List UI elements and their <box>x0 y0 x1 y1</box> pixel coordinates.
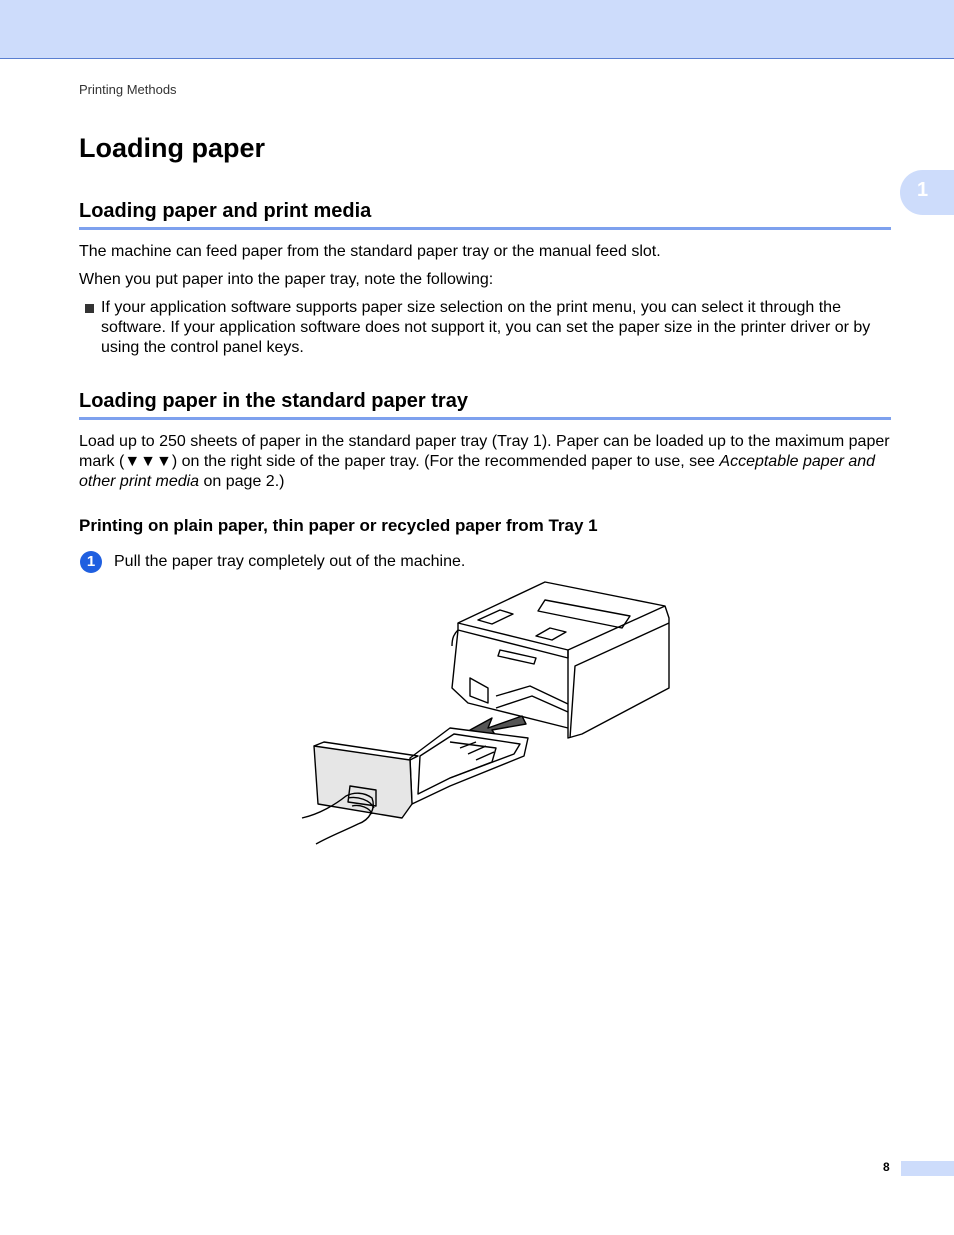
page-title: Loading paper <box>79 133 266 163</box>
section-heading-print-media: Loading paper and print media <box>79 200 891 230</box>
paragraph-tray-capacity <box>79 432 891 492</box>
bullet-text: If your application software supports paper size selection on the print menu, you can select it through the software. If your application software does not support it, you can set the paper size in the printer driver or by using the control panel keys. <box>101 299 871 356</box>
subsection-heading: Printing on plain paper, thin paper or recycled paper from Tray 1 <box>79 516 598 535</box>
paragraph-text: Load up to 250 sheets of paper in the standard paper tray (Tray 1). Paper can be loaded up to the maximum paper mark (▼▼▼) on the right side of the paper tray. (For the recommended paper to use, see <box>79 433 890 470</box>
square-bullet-icon <box>85 304 94 313</box>
step-number-badge: 1 <box>80 551 102 573</box>
breadcrumb: Printing Methods <box>79 82 177 97</box>
paper-tray-icon <box>314 728 528 818</box>
chapter-number: 1 <box>917 179 929 201</box>
chapter-tab[interactable] <box>900 170 954 215</box>
printer-tray-illustration <box>300 578 675 848</box>
paragraph-text-end: on page 2.) <box>199 473 285 490</box>
paragraph-feed-sources: The machine can feed paper from the standard paper tray or the manual feed slot. <box>79 243 661 260</box>
header-band <box>0 0 954 59</box>
step-text: Pull the paper tray completely out of the machine. <box>114 553 466 570</box>
printer-icon <box>452 582 669 738</box>
section-heading-standard-tray: Loading paper in the standard paper tray <box>79 390 891 420</box>
paragraph-note-intro: When you put paper into the paper tray, note the following: <box>79 271 494 288</box>
page-number: 8 <box>883 1160 890 1174</box>
footer-band <box>901 1161 954 1176</box>
reference-link[interactable]: Acceptable paper and other print media <box>79 453 876 490</box>
